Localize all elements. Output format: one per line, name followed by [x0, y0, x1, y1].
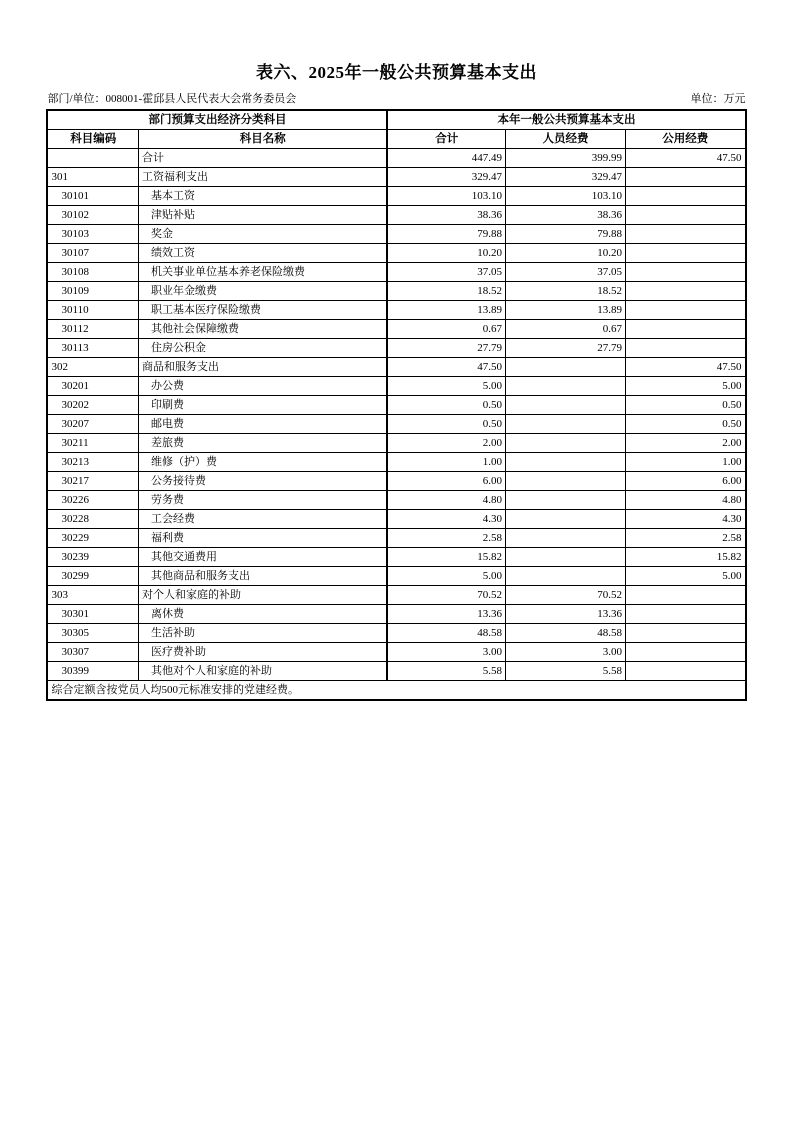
cell-personnel-funds: 13.36 [505, 605, 625, 624]
table-footnote: 综合定额含按党员人均500元标准安排的党建经费。 [47, 681, 745, 701]
cell-subject-name: 职业年金缴费 [138, 282, 387, 301]
cell-personnel-funds: 79.88 [505, 225, 625, 244]
cell-subject-name: 机关事业单位基本养老保险缴费 [138, 263, 387, 282]
cell-personnel-funds: 0.67 [505, 320, 625, 339]
cell-subject-code: 30399 [47, 662, 138, 681]
table-row [47, 377, 745, 396]
unit-label: 单位：万元 [690, 93, 746, 105]
cell-total: 48.58 [387, 624, 505, 643]
cell-public-funds: 4.80 [625, 491, 745, 510]
cell-public-funds [625, 301, 745, 320]
cell-subject-code: 303 [47, 586, 138, 605]
cell-total: 10.20 [387, 244, 505, 263]
cell-subject-code: 30226 [47, 491, 138, 510]
cell-public-funds: 4.30 [625, 510, 745, 529]
cell-public-funds [625, 624, 745, 643]
cell-personnel-funds: 5.58 [505, 662, 625, 681]
cell-public-funds [625, 643, 745, 662]
cell-subject-code: 30102 [47, 206, 138, 225]
cell-subject-code: 30305 [47, 624, 138, 643]
cell-total: 103.10 [387, 187, 505, 206]
cell-public-funds: 5.00 [625, 377, 745, 396]
meta-row [48, 92, 746, 106]
cell-subject-name: 工会经费 [138, 510, 387, 529]
cell-public-funds: 2.58 [625, 529, 745, 548]
group-header-right: 本年一般公共预算基本支出 [387, 110, 745, 130]
cell-subject-code: 30207 [47, 415, 138, 434]
cell-total: 15.82 [387, 548, 505, 567]
cell-personnel-funds [505, 377, 625, 396]
table-row [47, 396, 745, 415]
cell-subject-code: 30201 [47, 377, 138, 396]
cell-subject-name: 维修（护）费 [138, 453, 387, 472]
cell-total: 38.36 [387, 206, 505, 225]
cell-public-funds: 0.50 [625, 396, 745, 415]
cell-subject-code: 301 [47, 168, 138, 187]
cell-personnel-funds [505, 396, 625, 415]
cell-personnel-funds: 27.79 [505, 339, 625, 358]
cell-subject-name: 奖金 [138, 225, 387, 244]
table-row [47, 453, 745, 472]
cell-public-funds [625, 605, 745, 624]
cell-personnel-funds [505, 491, 625, 510]
table-row [47, 149, 745, 168]
footnote-row [47, 681, 745, 701]
cell-public-funds [625, 282, 745, 301]
cell-subject-code: 30112 [47, 320, 138, 339]
cell-total: 18.52 [387, 282, 505, 301]
table-body [47, 149, 745, 681]
cell-subject-code: 30217 [47, 472, 138, 491]
cell-public-funds: 0.50 [625, 415, 745, 434]
table-row [47, 624, 745, 643]
department-label: 部门/单位：008001-霍邱县人民代表大会常务委员会 [47, 93, 297, 105]
cell-personnel-funds: 329.47 [505, 168, 625, 187]
table-header [47, 110, 745, 149]
table-row [47, 415, 745, 434]
cell-subject-code: 30307 [47, 643, 138, 662]
table-row [47, 529, 745, 548]
cell-subject-code: 302 [47, 358, 138, 377]
cell-total: 6.00 [387, 472, 505, 491]
table-row [47, 491, 745, 510]
cell-subject-name: 住房公积金 [138, 339, 387, 358]
cell-personnel-funds [505, 358, 625, 377]
cell-subject-code: 30202 [47, 396, 138, 415]
cell-personnel-funds [505, 529, 625, 548]
cell-subject-name: 职工基本医疗保险缴费 [138, 301, 387, 320]
cell-public-funds [625, 339, 745, 358]
cell-total: 5.58 [387, 662, 505, 681]
cell-subject-code: 30101 [47, 187, 138, 206]
cell-subject-code: 30228 [47, 510, 138, 529]
cell-subject-name: 对个人和家庭的补助 [138, 586, 387, 605]
table-row [47, 586, 745, 605]
cell-public-funds [625, 662, 745, 681]
cell-public-funds [625, 244, 745, 263]
group-header-left: 部门预算支出经济分类科目 [47, 110, 387, 130]
cell-subject-code: 30103 [47, 225, 138, 244]
cell-subject-code: 30107 [47, 244, 138, 263]
cell-personnel-funds: 103.10 [505, 187, 625, 206]
cell-total: 0.50 [387, 415, 505, 434]
cell-subject-name: 劳务费 [138, 491, 387, 510]
table-row [47, 472, 745, 491]
cell-total: 27.79 [387, 339, 505, 358]
cell-public-funds [625, 206, 745, 225]
cell-subject-name: 合计 [138, 149, 387, 168]
cell-public-funds: 6.00 [625, 472, 745, 491]
cell-subject-code: 30211 [47, 434, 138, 453]
cell-subject-name: 工资福利支出 [138, 168, 387, 187]
cell-personnel-funds: 13.89 [505, 301, 625, 320]
table-row [47, 206, 745, 225]
cell-personnel-funds: 10.20 [505, 244, 625, 263]
cell-personnel-funds: 3.00 [505, 643, 625, 662]
cell-subject-name: 基本工资 [138, 187, 387, 206]
cell-total: 5.00 [387, 567, 505, 586]
column-header-row [47, 130, 745, 149]
cell-personnel-funds [505, 453, 625, 472]
cell-subject-code: 30110 [47, 301, 138, 320]
cell-subject-code: 30301 [47, 605, 138, 624]
column-header-name: 科目名称 [138, 130, 387, 149]
table-row [47, 643, 745, 662]
cell-total: 70.52 [387, 586, 505, 605]
cell-subject-name: 邮电费 [138, 415, 387, 434]
cell-subject-name: 印刷费 [138, 396, 387, 415]
cell-subject-name: 商品和服务支出 [138, 358, 387, 377]
cell-public-funds [625, 263, 745, 282]
cell-public-funds: 47.50 [625, 358, 745, 377]
cell-total: 0.50 [387, 396, 505, 415]
cell-total: 3.00 [387, 643, 505, 662]
cell-personnel-funds: 70.52 [505, 586, 625, 605]
cell-subject-code [47, 149, 138, 168]
cell-subject-code: 30108 [47, 263, 138, 282]
cell-public-funds [625, 168, 745, 187]
cell-subject-code: 30299 [47, 567, 138, 586]
cell-personnel-funds [505, 472, 625, 491]
cell-total: 2.00 [387, 434, 505, 453]
table-row [47, 320, 745, 339]
cell-total: 0.67 [387, 320, 505, 339]
cell-personnel-funds: 37.05 [505, 263, 625, 282]
cell-subject-name: 其他交通费用 [138, 548, 387, 567]
table-row [47, 605, 745, 624]
cell-subject-name: 差旅费 [138, 434, 387, 453]
cell-subject-name: 绩效工资 [138, 244, 387, 263]
budget-table [46, 109, 746, 701]
cell-total: 447.49 [387, 149, 505, 168]
table-row [47, 263, 745, 282]
cell-subject-name: 生活补助 [138, 624, 387, 643]
cell-total: 13.36 [387, 605, 505, 624]
table-row [47, 548, 745, 567]
cell-total: 37.05 [387, 263, 505, 282]
column-header-personnel: 人员经费 [505, 130, 625, 149]
cell-subject-name: 福利费 [138, 529, 387, 548]
cell-personnel-funds [505, 548, 625, 567]
cell-subject-name: 其他商品和服务支出 [138, 567, 387, 586]
cell-subject-code: 30109 [47, 282, 138, 301]
cell-subject-name: 其他社会保障缴费 [138, 320, 387, 339]
group-header-row [47, 110, 745, 130]
cell-subject-name: 离休费 [138, 605, 387, 624]
table-row [47, 168, 745, 187]
cell-public-funds: 15.82 [625, 548, 745, 567]
cell-public-funds [625, 586, 745, 605]
table-row [47, 301, 745, 320]
page-title: 表六、2025年一般公共预算基本支出 [256, 63, 537, 82]
table-row [47, 358, 745, 377]
cell-personnel-funds [505, 510, 625, 529]
cell-total: 47.50 [387, 358, 505, 377]
table-row [47, 187, 745, 206]
cell-total: 1.00 [387, 453, 505, 472]
cell-public-funds [625, 225, 745, 244]
cell-public-funds: 5.00 [625, 567, 745, 586]
column-header-code: 科目编码 [47, 130, 138, 149]
cell-subject-name: 津贴补贴 [138, 206, 387, 225]
cell-personnel-funds: 48.58 [505, 624, 625, 643]
cell-total: 4.30 [387, 510, 505, 529]
cell-total: 5.00 [387, 377, 505, 396]
cell-subject-name: 公务接待费 [138, 472, 387, 491]
cell-personnel-funds: 399.99 [505, 149, 625, 168]
cell-public-funds [625, 320, 745, 339]
cell-subject-code: 30213 [47, 453, 138, 472]
cell-subject-code: 30229 [47, 529, 138, 548]
cell-personnel-funds: 38.36 [505, 206, 625, 225]
cell-subject-code: 30239 [47, 548, 138, 567]
cell-personnel-funds [505, 434, 625, 453]
cell-public-funds: 1.00 [625, 453, 745, 472]
cell-subject-name: 医疗费补助 [138, 643, 387, 662]
table-footer [47, 681, 745, 701]
cell-personnel-funds: 18.52 [505, 282, 625, 301]
table-row [47, 510, 745, 529]
cell-personnel-funds [505, 567, 625, 586]
column-header-total: 合计 [387, 130, 505, 149]
cell-total: 2.58 [387, 529, 505, 548]
cell-public-funds [625, 187, 745, 206]
column-header-public: 公用经费 [625, 130, 745, 149]
cell-subject-name: 办公费 [138, 377, 387, 396]
table-row [47, 434, 745, 453]
cell-personnel-funds [505, 415, 625, 434]
table-row [47, 567, 745, 586]
table-row [47, 282, 745, 301]
cell-public-funds: 2.00 [625, 434, 745, 453]
cell-subject-name: 其他对个人和家庭的补助 [138, 662, 387, 681]
cell-subject-code: 30113 [47, 339, 138, 358]
table-row [47, 662, 745, 681]
cell-total: 79.88 [387, 225, 505, 244]
table-row [47, 244, 745, 263]
table-row [47, 339, 745, 358]
cell-total: 329.47 [387, 168, 505, 187]
cell-total: 13.89 [387, 301, 505, 320]
table-row [47, 225, 745, 244]
cell-total: 4.80 [387, 491, 505, 510]
cell-public-funds: 47.50 [625, 149, 745, 168]
